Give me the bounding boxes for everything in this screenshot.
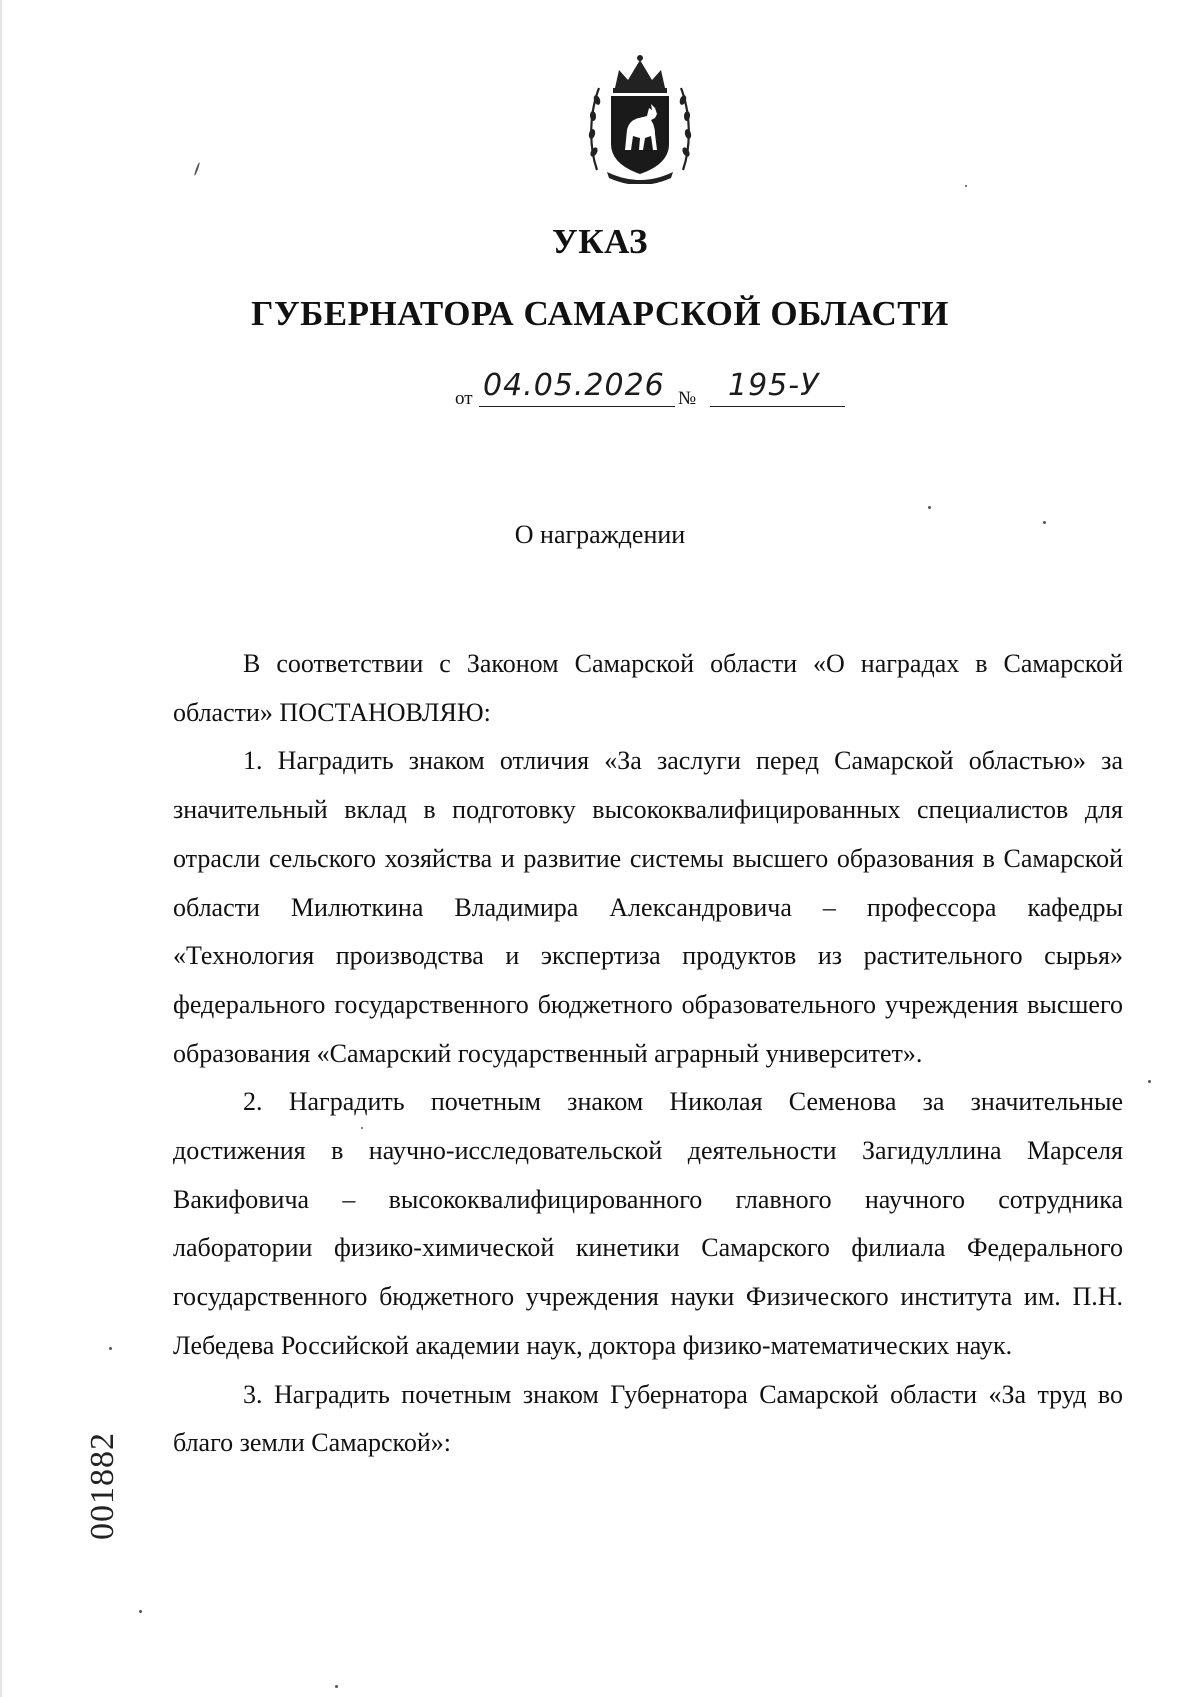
scan-speck	[965, 185, 967, 187]
number-label: №	[678, 388, 697, 409]
date-label: от	[455, 388, 473, 409]
scan-speck	[335, 1685, 338, 1688]
document-body	[173, 640, 1123, 1468]
number-underline	[710, 406, 845, 407]
scan-speck	[1148, 1080, 1151, 1083]
handwritten-number: 195-У	[728, 368, 820, 403]
scan-speck	[928, 506, 931, 509]
handwritten-date: 04.05.2026	[483, 368, 665, 403]
scan-speck	[109, 1347, 112, 1350]
document-title: УКАЗ	[552, 222, 648, 261]
scan-speck	[194, 162, 201, 176]
scan-speck	[139, 1610, 142, 1613]
preamble-paragraph: В соответствии с Законом Самарской области «О наградах в Самарской области» ПОСТАНОВЛЯЮ:	[173, 649, 1123, 727]
item-paragraph: 2. Наградить почетным знаком Николая Семенова за значительные достижения в научно-исследовательской деятельности Загидуллина Марселя Вакифовича – высококвалифицированного главного научного сотрудника лаборатории физико-химической кинетики Самарского филиала Федерального государственного бюджетного учреждения науки Физического института им. П.Н. Лебедева Российской академии наук, доктора физико-математических наук.	[173, 1087, 1123, 1360]
date-underline	[479, 406, 675, 407]
serial-number: 001882	[84, 1432, 121, 1540]
item-paragraph: 1. Наградить знаком отличия «За заслуги перед Самарской областью» за значительный вклад в подготовку высококвалифицированных специалистов для отрасли сельского хозяйства и развитие системы высшего образования в Самарской области Милюткина Владимира Александровича – профессора кафедры «Технология производства и экспертиза продуктов из растительного сырья» федерального государственного бюджетного образовательного учреждения высшего образования «Самарский государственный аграрный университет».	[173, 746, 1123, 1068]
coat-of-arms-icon	[585, 52, 695, 184]
scan-speck	[1043, 521, 1046, 524]
document-subtitle: ГУБЕРНАТОРА САМАРСКОЙ ОБЛАСТИ	[251, 294, 949, 333]
document-subject: О награждении	[514, 520, 686, 549]
scan-speck	[361, 1127, 363, 1129]
item-paragraph: 3. Наградить почетным знаком Губернатора Самарской области «За труд во благо земли Самарской»:	[173, 1379, 1123, 1458]
